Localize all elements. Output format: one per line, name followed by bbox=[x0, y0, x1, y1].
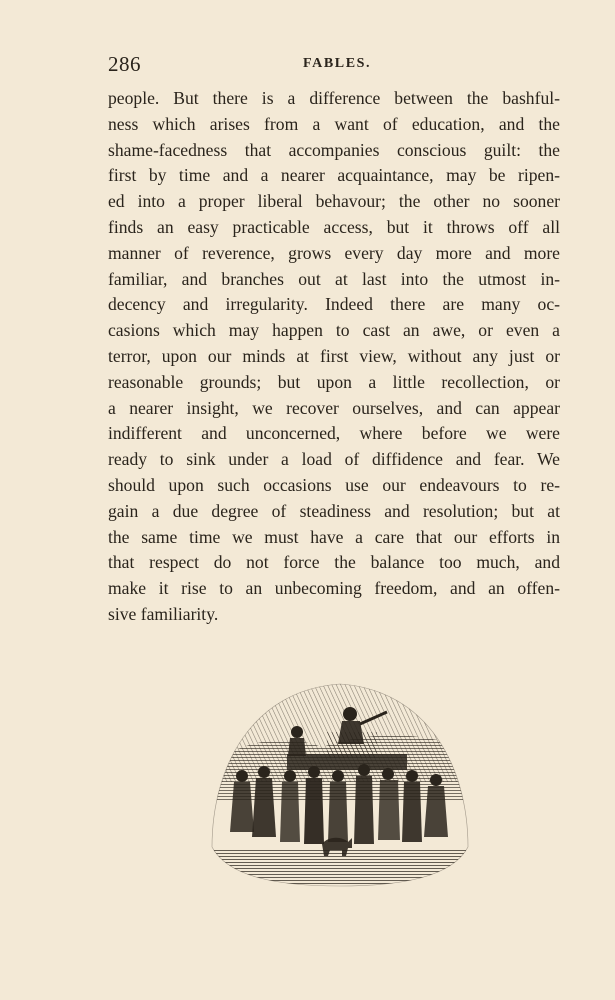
text-line: sive familiarity. bbox=[108, 603, 219, 624]
text-line: that respect do not force the balance too much, and bbox=[108, 552, 560, 573]
text-line: ness which arises from a want of education, and the bbox=[108, 113, 560, 134]
text-line: gain a due degree of steadiness and resolution; but at bbox=[108, 500, 560, 521]
text-line: reasonable grounds; but upon a little recollection, or bbox=[108, 371, 560, 392]
text-line: indifferent and unconcerned, where before we were bbox=[108, 423, 560, 444]
text-line: the same time we must have a care that our efforts in bbox=[108, 526, 560, 547]
text-line: ready to sink under a load of diffidence and fear. We bbox=[108, 449, 560, 470]
page-header bbox=[108, 52, 558, 76]
text-line: people. But there is a difference between the bashful- bbox=[108, 88, 560, 108]
text-line: manner of reverence, grows every day more and more bbox=[108, 242, 560, 263]
text-line: ed into a proper liberal behavour; the other no sooner bbox=[108, 191, 560, 212]
text-line: casions which may happen to cast an awe, or even a bbox=[108, 320, 560, 341]
running-head: FABLES. bbox=[303, 56, 372, 71]
text-line: a nearer insight, we recover ourselves, and can appear bbox=[108, 397, 560, 418]
vignette-scene bbox=[202, 672, 478, 894]
text-line: decency and irregularity. Indeed there are many oc- bbox=[108, 294, 560, 315]
page-number: 286 bbox=[108, 52, 141, 76]
text-line: familiar, and branches out at last into the utmost in- bbox=[108, 268, 560, 289]
body-text bbox=[108, 86, 560, 628]
text-line: first by time and a nearer acquaintance, may be ripen- bbox=[108, 165, 560, 186]
text-line: should upon such occasions use our endeavours to re- bbox=[108, 474, 560, 495]
vignette-illustration bbox=[202, 672, 478, 894]
text-line: finds an easy practicable access, but it throws off all bbox=[108, 216, 560, 237]
text-line: shame-facedness that accompanies conscious guilt: the bbox=[108, 139, 560, 160]
woodcut-vignette bbox=[202, 672, 478, 894]
text-line: terror, upon our minds at first view, without any just or bbox=[108, 345, 560, 366]
text-line: make it rise to an unbecoming freedom, and an offen- bbox=[108, 578, 560, 599]
